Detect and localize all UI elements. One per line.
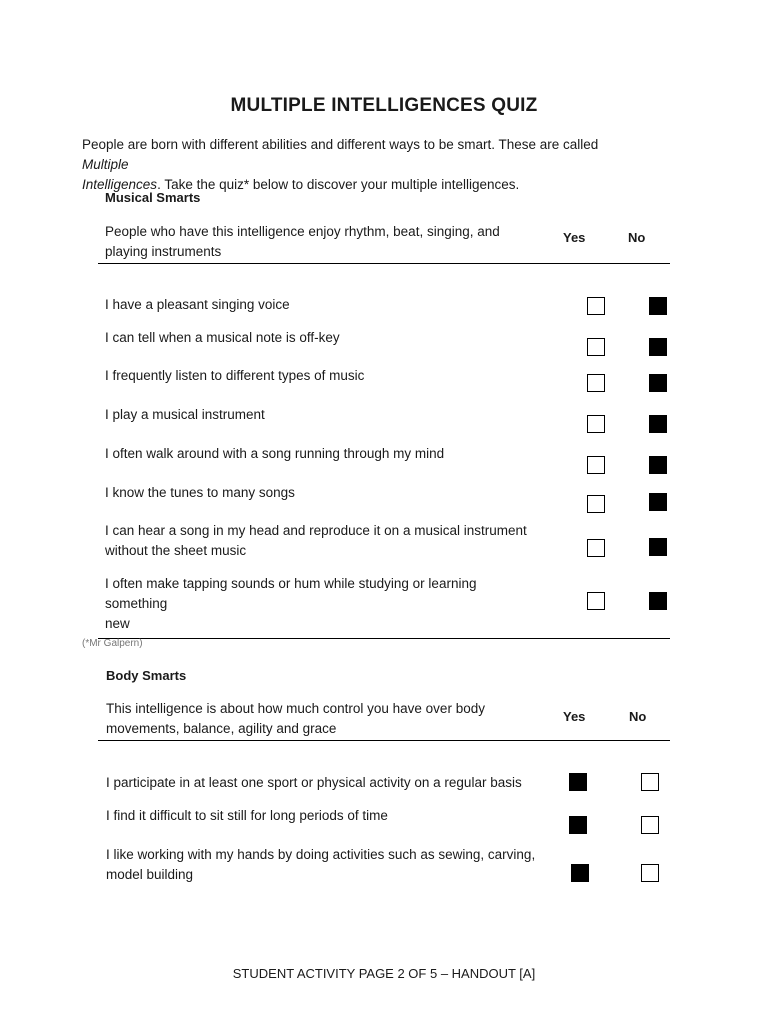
- intro-italic-2: Intelligences: [82, 177, 158, 192]
- musical-item-1: I have a pleasant singing voice: [105, 297, 290, 312]
- musical-item-7: [105, 521, 535, 561]
- page-footer: STUDENT ACTIVITY PAGE 2 OF 5 – HANDOUT [A]: [232, 966, 536, 981]
- musical-item-3: I frequently listen to different types of music: [105, 368, 365, 383]
- musical-item-4-no-checkbox[interactable]: [649, 415, 667, 433]
- musical-item-8-yes-checkbox[interactable]: [587, 592, 605, 610]
- musical-item-4: I play a musical instrument: [105, 407, 265, 422]
- body-item-1-yes-checkbox[interactable]: [569, 773, 587, 791]
- intro-text-1: People are born with different abilities and different ways to be smart. These are called: [82, 137, 599, 152]
- musical-item-2-yes-checkbox[interactable]: [587, 338, 605, 356]
- musical-item-7-yes-checkbox[interactable]: [587, 539, 605, 557]
- musical-item-5-no-checkbox[interactable]: [649, 456, 667, 474]
- body-desc-line-1: This intelligence is about how much control you have over body: [106, 701, 485, 716]
- musical-item-8-line-1: I often make tapping sounds or hum while studying or learning something: [105, 576, 477, 611]
- body-item-1: I participate in at least one sport or physical activity on a regular basis: [106, 775, 522, 790]
- body-smarts-description: [106, 699, 506, 739]
- body-desc-line-2: movements, balance, agility and grace: [106, 721, 337, 736]
- intro-text-2: . Take the quiz* below to discover your multiple intelligences.: [157, 177, 520, 192]
- body-no-header: No: [629, 709, 647, 724]
- body-smarts-heading: Body Smarts: [106, 668, 187, 683]
- musical-item-1-yes-checkbox[interactable]: [587, 297, 605, 315]
- musical-item-6-yes-checkbox[interactable]: [587, 495, 605, 513]
- musical-item-8-no-checkbox[interactable]: [649, 592, 667, 610]
- musical-yes-header: Yes: [563, 230, 586, 245]
- body-item-2-no-checkbox[interactable]: [641, 816, 659, 834]
- footnote: (*Mr Galpern): [82, 638, 143, 649]
- musical-bottom-rule: [98, 638, 670, 639]
- musical-smarts-description: [105, 222, 505, 262]
- musical-item-1-no-checkbox[interactable]: [649, 297, 667, 315]
- musical-desc-line-1: People who have this intelligence enjoy rhythm, beat, singing, and: [105, 224, 500, 239]
- musical-desc-line-2: playing instruments: [105, 244, 222, 259]
- body-item-3-yes-checkbox[interactable]: [571, 864, 589, 882]
- body-item-1-no-checkbox[interactable]: [641, 773, 659, 791]
- musical-item-3-yes-checkbox[interactable]: [587, 374, 605, 392]
- quiz-title: MULTIPLE INTELLIGENCES QUIZ: [230, 95, 538, 116]
- musical-item-6-no-checkbox[interactable]: [649, 493, 667, 511]
- body-header-rule: [98, 740, 670, 741]
- body-item-2: I find it difficult to sit still for long periods of time: [106, 808, 388, 823]
- musical-item-7-line-1: I can hear a song in my head and reproduce it on a musical instrument: [105, 523, 527, 538]
- musical-header-rule: [98, 263, 670, 264]
- musical-no-header: No: [628, 230, 646, 245]
- body-item-3: [106, 845, 536, 885]
- musical-item-5: I often walk around with a song running through my mind: [105, 446, 445, 461]
- musical-item-2-no-checkbox[interactable]: [649, 338, 667, 356]
- musical-item-8: [105, 574, 535, 634]
- intro-paragraph: [82, 135, 642, 195]
- body-yes-header: Yes: [563, 709, 586, 724]
- musical-item-5-yes-checkbox[interactable]: [587, 456, 605, 474]
- body-item-2-yes-checkbox[interactable]: [569, 816, 587, 834]
- body-item-3-line-2: model building: [106, 867, 194, 882]
- musical-item-6: I know the tunes to many songs: [105, 485, 295, 500]
- musical-item-8-line-2: new: [105, 616, 130, 631]
- musical-item-4-yes-checkbox[interactable]: [587, 415, 605, 433]
- body-item-3-no-checkbox[interactable]: [641, 864, 659, 882]
- musical-item-7-no-checkbox[interactable]: [649, 538, 667, 556]
- musical-item-3-no-checkbox[interactable]: [649, 374, 667, 392]
- body-item-3-line-1: I like working with my hands by doing activities such as sewing, carving,: [106, 847, 536, 862]
- musical-smarts-heading: Musical Smarts: [105, 190, 201, 205]
- intro-italic-1: Multiple: [82, 157, 129, 172]
- musical-item-7-line-2: without the sheet music: [105, 543, 247, 558]
- musical-item-2: I can tell when a musical note is off-key: [105, 330, 340, 345]
